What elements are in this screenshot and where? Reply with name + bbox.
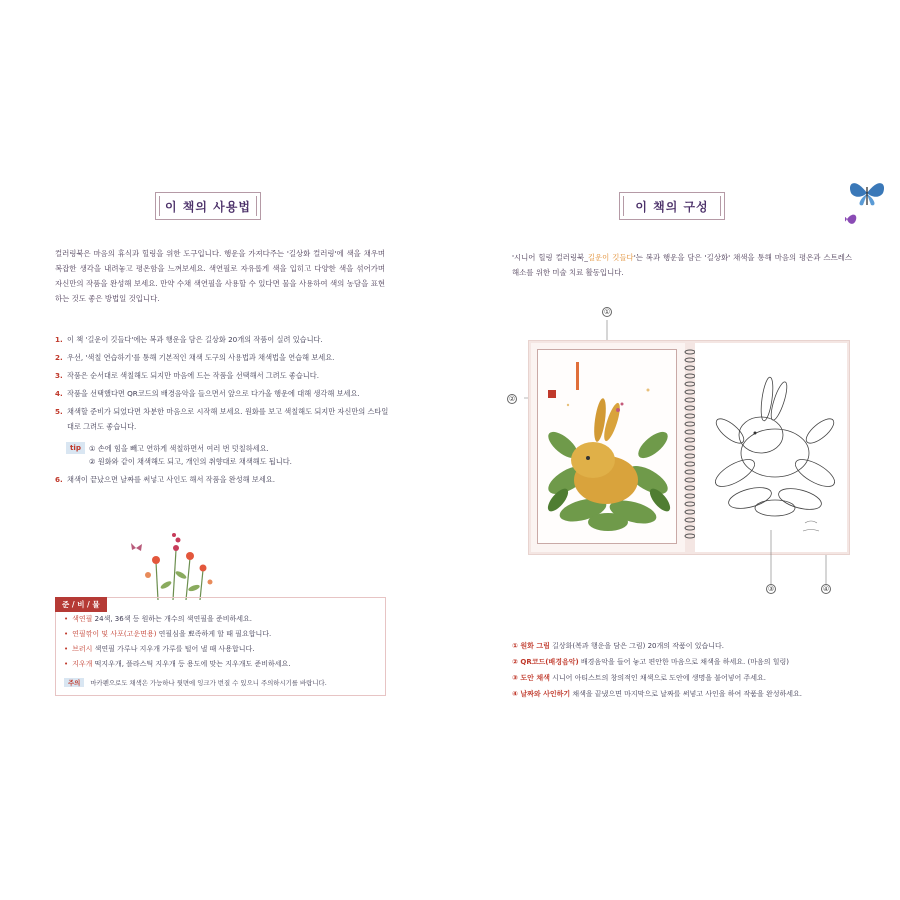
caution-text: 마카펜으로도 채색은 가능하나 뒷면에 잉크가 번질 수 있으니 주의하시기를 바랍니다. xyxy=(90,679,327,687)
rabbit-outline xyxy=(695,343,847,552)
original-artwork-page xyxy=(531,343,685,552)
materials-box xyxy=(55,597,386,696)
butterfly-icon xyxy=(845,175,890,235)
materials-tag: 준 / 비 / 물 xyxy=(55,597,107,612)
legend-item: ④ 날짜와 사인하기 채색을 끝냈으면 마지막으로 날짜를 써넣고 사인을 하여 작품을 완성하세요. xyxy=(512,690,803,698)
right-page xyxy=(450,0,900,900)
callout-2: ② xyxy=(508,395,516,403)
structure-legend xyxy=(512,638,802,702)
structure-intro: '시니어 힐링 컬러링북_길운이 깃들다'는 복과 행운을 담은 '길상화' 채색을 통해 마음의 평온과 스트레스 해소를 위한 미술 치료 활동입니다. xyxy=(512,253,852,277)
coloring-outline-page xyxy=(695,343,847,552)
tip-line: ① 손에 힘을 빼고 연하게 색칠하면서 여러 번 덧칠하세요. xyxy=(89,444,269,453)
caution-label: 주의 xyxy=(64,678,84,687)
callout-line-3 xyxy=(766,530,776,590)
material-item: • 연필깎이 및 사포(고운면용) 연필심을 뾰족하게 할 때 필요합니다. xyxy=(64,630,272,638)
step-item: 5. 채색할 준비가 되었다면 차분한 마음으로 시작해 보세요. 원화를 보고 색칠해도 되지만 자신만의 스타일대로 그려도 좋습니다. xyxy=(55,407,389,431)
legend-item: ② QR코드(배경음악) 배경음악을 들어 놓고 편안한 마음으로 채색을 하세요. (마음의 힐링) xyxy=(512,658,789,666)
section-title-usage: 이 책의 사용법 xyxy=(155,192,261,220)
usage-steps xyxy=(55,332,390,437)
book-preview xyxy=(528,340,850,555)
tip-label: tip xyxy=(66,442,85,454)
callout-3: ③ xyxy=(767,585,775,593)
intro-paragraph: 컬러링북은 마음의 휴식과 힐링을 위한 도구입니다. 행운을 가져다주는 '길상화 컬러링'에 색을 채우며 복잡한 생각을 내려놓고 평온함을 느껴보세요. 색연필로 자유롭게 색을 입히고 다양한 색을 섞어가며 자신만의 작품을 완성해 보세요. 만약 수채 색연필을 사용할 수 있다면 물을 사용하여 색의 농담을 표현하는 것도 좋은 방법일 것입니다. xyxy=(55,249,385,303)
section-title-structure: 이 책의 구성 xyxy=(619,192,725,220)
material-item: • 지우개 떡지우개, 플라스틱 지우개 등 용도에 맞는 지우개도 준비하세요. xyxy=(64,660,291,668)
flower-illustration xyxy=(128,530,218,600)
callout-4: ④ xyxy=(822,585,830,593)
material-item: • 브러시 색연필 가루나 지우개 가루를 털어 낼 때 사용합니다. xyxy=(64,645,255,653)
materials-list xyxy=(64,612,291,672)
legend-item: ③ 도안 채색 시니어 아티스트의 창의적인 채색으로 도안에 생명을 불어넣어 주세요. xyxy=(512,674,766,682)
material-item: • 색연필 24색, 36색 등 원하는 개수의 색연필을 준비하세요. xyxy=(64,615,252,623)
rabbit-artwork xyxy=(538,350,678,545)
tip-line: ② 원화와 같이 채색해도 되고, 개인의 취향대로 채색해도 됩니다. xyxy=(89,457,292,466)
caution-note xyxy=(64,678,327,687)
step-item: 1. 이 책 '길운이 깃들다'에는 복과 행운을 담은 길상화 20개의 작품이 실려 있습니다. xyxy=(55,335,323,344)
tip-box xyxy=(66,442,292,468)
step-item: 3. 작품은 순서대로 색칠해도 되지만 마음에 드는 작품을 선택해서 그려도 좋습니다. xyxy=(55,371,319,380)
legend-item: ① 원화 그림 길상화(복과 행운을 담은 그림) 20개의 작품이 있습니다. xyxy=(512,642,725,650)
step-item-6: 6. 채색이 끝났으면 날짜를 써넣고 사인도 해서 작품을 완성해 보세요. xyxy=(55,475,276,484)
step-item: 2. 우선, '색칠 연습하기'를 통해 기본적인 채색 도구의 사용법과 채색법을 연습해 보세요. xyxy=(55,353,335,362)
callout-1: ① xyxy=(603,308,611,316)
step-item: 4. 작품을 선택했다면 QR코드의 배경음악을 들으면서 앞으로 다가올 행운에 대해 생각해 보세요. xyxy=(55,389,360,398)
